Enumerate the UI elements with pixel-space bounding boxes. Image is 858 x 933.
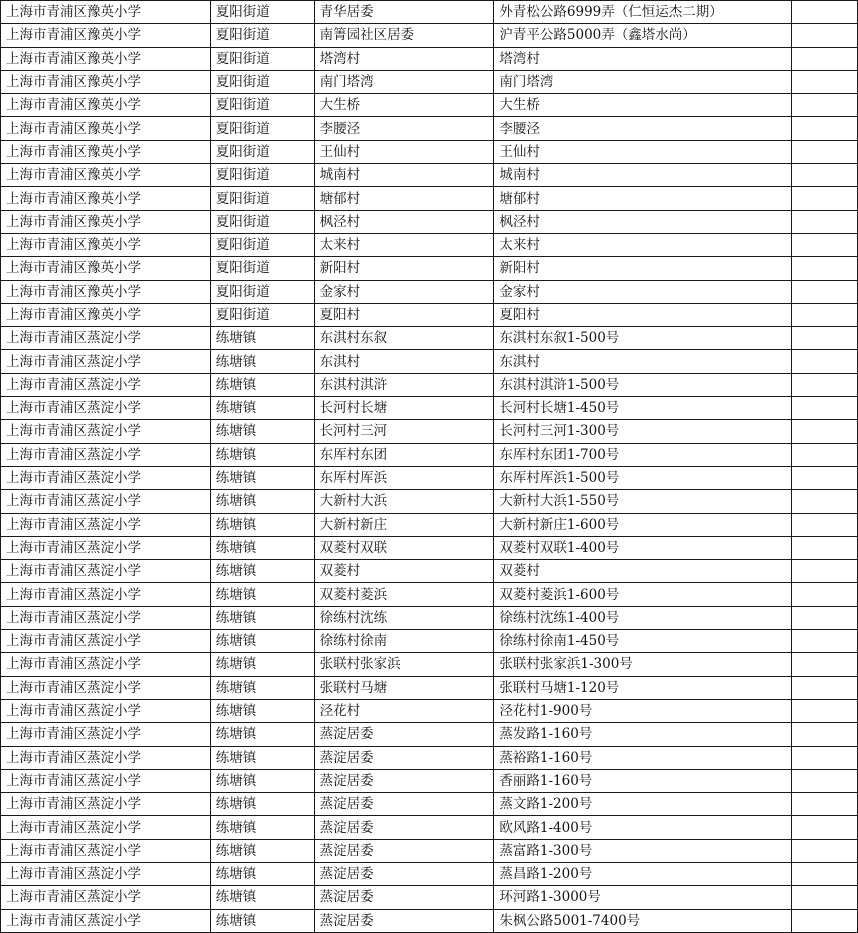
school-cell: 上海市青浦区蒸淀小学: [1, 583, 211, 606]
address-cell: 香丽路1-160号: [494, 769, 792, 792]
school-cell: 上海市青浦区蒸淀小学: [1, 420, 211, 443]
table-row: [1, 816, 858, 839]
address-cell: 泾花村1-900号: [494, 699, 792, 722]
note-cell: [792, 606, 858, 629]
street-cell: 练塘镇: [210, 909, 314, 932]
school-cell: 上海市青浦区豫英小学: [1, 94, 211, 117]
note-cell: [792, 373, 858, 396]
note-cell: [792, 94, 858, 117]
address-cell: 王仙村: [494, 140, 792, 163]
table-row: [1, 560, 858, 583]
street-cell: 练塘镇: [210, 327, 314, 350]
street-cell: 练塘镇: [210, 862, 314, 885]
community-cell: 太来村: [314, 233, 494, 256]
school-cell: 上海市青浦区蒸淀小学: [1, 723, 211, 746]
street-cell: 练塘镇: [210, 397, 314, 420]
address-cell: 蒸发路1-160号: [494, 723, 792, 746]
address-cell: 蒸富路1-300号: [494, 839, 792, 862]
table-row: [1, 257, 858, 280]
note-cell: [792, 327, 858, 350]
street-cell: 练塘镇: [210, 699, 314, 722]
table-row: [1, 350, 858, 373]
school-cell: 上海市青浦区豫英小学: [1, 70, 211, 93]
note-cell: [792, 769, 858, 792]
address-cell: 双菱村双联1-400号: [494, 536, 792, 559]
street-cell: 练塘镇: [210, 653, 314, 676]
table-row: [1, 653, 858, 676]
school-cell: 上海市青浦区豫英小学: [1, 1, 211, 24]
table-row: [1, 466, 858, 489]
address-cell: 东淇村: [494, 350, 792, 373]
note-cell: [792, 560, 858, 583]
note-cell: [792, 513, 858, 536]
school-cell: 上海市青浦区蒸淀小学: [1, 536, 211, 559]
community-cell: 蒸淀居委: [314, 839, 494, 862]
school-cell: 上海市青浦区蒸淀小学: [1, 699, 211, 722]
table-row: [1, 513, 858, 536]
community-cell: 东淇村淇浒: [314, 373, 494, 396]
address-cell: 沪青平公路5000弄（鑫塔水尚）: [494, 24, 792, 47]
table-row: [1, 94, 858, 117]
street-cell: 夏阳街道: [210, 210, 314, 233]
note-cell: [792, 886, 858, 909]
community-cell: 塔湾村: [314, 47, 494, 70]
note-cell: [792, 140, 858, 163]
table-row: [1, 420, 858, 443]
table-row: [1, 303, 858, 326]
street-cell: 夏阳街道: [210, 70, 314, 93]
school-cell: 上海市青浦区蒸淀小学: [1, 373, 211, 396]
note-cell: [792, 466, 858, 489]
community-cell: 蒸淀居委: [314, 769, 494, 792]
table-row: [1, 117, 858, 140]
school-cell: 上海市青浦区豫英小学: [1, 280, 211, 303]
table-row: [1, 746, 858, 769]
street-cell: 练塘镇: [210, 513, 314, 536]
note-cell: [792, 746, 858, 769]
school-cell: 上海市青浦区豫英小学: [1, 140, 211, 163]
street-cell: 夏阳街道: [210, 24, 314, 47]
street-cell: 练塘镇: [210, 583, 314, 606]
note-cell: [792, 676, 858, 699]
community-cell: 大生桥: [314, 94, 494, 117]
address-cell: 长河村三河1-300号: [494, 420, 792, 443]
note-cell: [792, 397, 858, 420]
community-cell: 双菱村双联: [314, 536, 494, 559]
table-row: [1, 886, 858, 909]
note-cell: [792, 862, 858, 885]
street-cell: 练塘镇: [210, 676, 314, 699]
street-cell: 夏阳街道: [210, 257, 314, 280]
community-cell: 泾花村: [314, 699, 494, 722]
school-cell: 上海市青浦区豫英小学: [1, 257, 211, 280]
street-cell: 练塘镇: [210, 443, 314, 466]
table-row: [1, 210, 858, 233]
address-cell: 张联村张家浜1-300号: [494, 653, 792, 676]
school-cell: 上海市青浦区蒸淀小学: [1, 350, 211, 373]
community-cell: 双菱村菱浜: [314, 583, 494, 606]
note-cell: [792, 793, 858, 816]
school-cell: 上海市青浦区蒸淀小学: [1, 816, 211, 839]
table-row: [1, 327, 858, 350]
community-cell: 蒸淀居委: [314, 723, 494, 746]
street-cell: 练塘镇: [210, 816, 314, 839]
school-cell: 上海市青浦区蒸淀小学: [1, 397, 211, 420]
address-cell: 双菱村: [494, 560, 792, 583]
address-cell: 外青松公路6999弄（仁恒运杰二期）: [494, 1, 792, 24]
note-cell: [792, 280, 858, 303]
street-cell: 练塘镇: [210, 793, 314, 816]
street-cell: 练塘镇: [210, 560, 314, 583]
community-cell: 南箐园社区居委: [314, 24, 494, 47]
address-cell: 欧风路1-400号: [494, 816, 792, 839]
address-cell: 蒸昌路1-200号: [494, 862, 792, 885]
address-cell: 南门塔湾: [494, 70, 792, 93]
table-row: [1, 630, 858, 653]
community-cell: 金家村: [314, 280, 494, 303]
note-cell: [792, 1, 858, 24]
school-cell: 上海市青浦区豫英小学: [1, 47, 211, 70]
street-cell: 夏阳街道: [210, 94, 314, 117]
street-cell: 夏阳街道: [210, 1, 314, 24]
street-cell: 练塘镇: [210, 606, 314, 629]
address-cell: 蒸文路1-200号: [494, 793, 792, 816]
note-cell: [792, 443, 858, 466]
community-cell: 蒸淀居委: [314, 746, 494, 769]
street-cell: 练塘镇: [210, 536, 314, 559]
address-cell: 李腰泾: [494, 117, 792, 140]
table-row: [1, 839, 858, 862]
community-cell: 大新村大浜: [314, 490, 494, 513]
address-cell: 枫泾村: [494, 210, 792, 233]
school-cell: 上海市青浦区豫英小学: [1, 187, 211, 210]
address-cell: 金家村: [494, 280, 792, 303]
address-cell: 徐练村沈练1-400号: [494, 606, 792, 629]
table-row: [1, 140, 858, 163]
street-cell: 夏阳街道: [210, 140, 314, 163]
address-cell: 大新村大浜1-550号: [494, 490, 792, 513]
community-cell: 东淇村: [314, 350, 494, 373]
address-cell: 东淇村淇浒1-500号: [494, 373, 792, 396]
table-row: [1, 862, 858, 885]
note-cell: [792, 490, 858, 513]
community-cell: 蒸淀居委: [314, 793, 494, 816]
table-row: [1, 164, 858, 187]
school-cell: 上海市青浦区蒸淀小学: [1, 327, 211, 350]
community-cell: 徐练村沈练: [314, 606, 494, 629]
note-cell: [792, 303, 858, 326]
note-cell: [792, 210, 858, 233]
note-cell: [792, 536, 858, 559]
school-cell: 上海市青浦区蒸淀小学: [1, 909, 211, 932]
school-cell: 上海市青浦区蒸淀小学: [1, 606, 211, 629]
community-cell: 枫泾村: [314, 210, 494, 233]
street-cell: 练塘镇: [210, 723, 314, 746]
community-cell: 张联村马塘: [314, 676, 494, 699]
note-cell: [792, 420, 858, 443]
table-row: [1, 769, 858, 792]
address-cell: 朱枫公路5001-7400号: [494, 909, 792, 932]
table-row: [1, 443, 858, 466]
community-cell: 徐练村徐南: [314, 630, 494, 653]
community-cell: 南门塔湾: [314, 70, 494, 93]
street-cell: 夏阳街道: [210, 233, 314, 256]
school-cell: 上海市青浦区豫英小学: [1, 210, 211, 233]
table-row: [1, 397, 858, 420]
school-cell: 上海市青浦区蒸淀小学: [1, 466, 211, 489]
table-body: [1, 1, 858, 933]
note-cell: [792, 233, 858, 256]
street-cell: 练塘镇: [210, 769, 314, 792]
school-cell: 上海市青浦区蒸淀小学: [1, 769, 211, 792]
school-cell: 上海市青浦区豫英小学: [1, 303, 211, 326]
note-cell: [792, 630, 858, 653]
note-cell: [792, 187, 858, 210]
community-cell: 张联村张家浜: [314, 653, 494, 676]
address-cell: 大生桥: [494, 94, 792, 117]
community-cell: 东厍村东团: [314, 443, 494, 466]
community-cell: 蒸淀居委: [314, 816, 494, 839]
school-cell: 上海市青浦区蒸淀小学: [1, 746, 211, 769]
school-cell: 上海市青浦区蒸淀小学: [1, 676, 211, 699]
street-cell: 练塘镇: [210, 839, 314, 862]
street-cell: 夏阳街道: [210, 47, 314, 70]
table-row: [1, 24, 858, 47]
school-cell: 上海市青浦区蒸淀小学: [1, 513, 211, 536]
school-cell: 上海市青浦区蒸淀小学: [1, 839, 211, 862]
community-cell: 塘郁村: [314, 187, 494, 210]
address-cell: 张联村马塘1-120号: [494, 676, 792, 699]
street-cell: 练塘镇: [210, 466, 314, 489]
school-cell: 上海市青浦区豫英小学: [1, 233, 211, 256]
note-cell: [792, 257, 858, 280]
school-cell: 上海市青浦区蒸淀小学: [1, 653, 211, 676]
table-row: [1, 70, 858, 93]
community-cell: 双菱村: [314, 560, 494, 583]
note-cell: [792, 70, 858, 93]
school-cell: 上海市青浦区蒸淀小学: [1, 630, 211, 653]
table-row: [1, 187, 858, 210]
street-cell: 练塘镇: [210, 746, 314, 769]
community-cell: 新阳村: [314, 257, 494, 280]
table-row: [1, 699, 858, 722]
street-cell: 夏阳街道: [210, 280, 314, 303]
note-cell: [792, 653, 858, 676]
note-cell: [792, 583, 858, 606]
note-cell: [792, 723, 858, 746]
street-cell: 练塘镇: [210, 350, 314, 373]
street-cell: 夏阳街道: [210, 187, 314, 210]
note-cell: [792, 24, 858, 47]
school-cell: 上海市青浦区蒸淀小学: [1, 886, 211, 909]
table-row: [1, 723, 858, 746]
community-cell: 长河村长塘: [314, 397, 494, 420]
address-cell: 东淇村东叙1-500号: [494, 327, 792, 350]
school-cell: 上海市青浦区豫英小学: [1, 164, 211, 187]
table-row: [1, 909, 858, 932]
table-row: [1, 1, 858, 24]
note-cell: [792, 164, 858, 187]
community-cell: 夏阳村: [314, 303, 494, 326]
school-cell: 上海市青浦区豫英小学: [1, 24, 211, 47]
note-cell: [792, 350, 858, 373]
note-cell: [792, 816, 858, 839]
street-cell: 练塘镇: [210, 630, 314, 653]
table-row: [1, 280, 858, 303]
address-cell: 东厍村东团1-700号: [494, 443, 792, 466]
community-cell: 蒸淀居委: [314, 909, 494, 932]
community-cell: 青华居委: [314, 1, 494, 24]
community-cell: 蒸淀居委: [314, 886, 494, 909]
school-cell: 上海市青浦区蒸淀小学: [1, 862, 211, 885]
street-cell: 练塘镇: [210, 420, 314, 443]
address-cell: 夏阳村: [494, 303, 792, 326]
school-cell: 上海市青浦区蒸淀小学: [1, 490, 211, 513]
address-cell: 双菱村菱浜1-600号: [494, 583, 792, 606]
school-cell: 上海市青浦区豫英小学: [1, 117, 211, 140]
address-cell: 环河路1-3000号: [494, 886, 792, 909]
street-cell: 夏阳街道: [210, 164, 314, 187]
table-row: [1, 536, 858, 559]
street-cell: 夏阳街道: [210, 117, 314, 140]
school-cell: 上海市青浦区蒸淀小学: [1, 443, 211, 466]
street-cell: 夏阳街道: [210, 303, 314, 326]
table-row: [1, 373, 858, 396]
note-cell: [792, 117, 858, 140]
community-cell: 王仙村: [314, 140, 494, 163]
address-cell: 长河村长塘1-450号: [494, 397, 792, 420]
note-cell: [792, 839, 858, 862]
note-cell: [792, 699, 858, 722]
address-cell: 新阳村: [494, 257, 792, 280]
table-row: [1, 47, 858, 70]
street-cell: 练塘镇: [210, 886, 314, 909]
address-cell: 太来村: [494, 233, 792, 256]
community-cell: 大新村新庄: [314, 513, 494, 536]
address-cell: 蒸裕路1-160号: [494, 746, 792, 769]
address-cell: 徐练村徐南1-450号: [494, 630, 792, 653]
table-row: [1, 490, 858, 513]
table-row: [1, 793, 858, 816]
note-cell: [792, 909, 858, 932]
school-cell: 上海市青浦区蒸淀小学: [1, 560, 211, 583]
note-cell: [792, 47, 858, 70]
address-cell: 城南村: [494, 164, 792, 187]
table-row: [1, 676, 858, 699]
school-cell: 上海市青浦区蒸淀小学: [1, 793, 211, 816]
address-cell: 塘郁村: [494, 187, 792, 210]
address-cell: 东厍村厍浜1-500号: [494, 466, 792, 489]
community-cell: 东淇村东叙: [314, 327, 494, 350]
table-row: [1, 606, 858, 629]
table-row: [1, 233, 858, 256]
street-cell: 练塘镇: [210, 490, 314, 513]
street-cell: 练塘镇: [210, 373, 314, 396]
community-cell: 李腰泾: [314, 117, 494, 140]
table-row: [1, 583, 858, 606]
community-cell: 城南村: [314, 164, 494, 187]
community-cell: 长河村三河: [314, 420, 494, 443]
address-cell: 大新村新庄1-600号: [494, 513, 792, 536]
address-cell: 塔湾村: [494, 47, 792, 70]
community-cell: 东厍村厍浜: [314, 466, 494, 489]
community-cell: 蒸淀居委: [314, 862, 494, 885]
